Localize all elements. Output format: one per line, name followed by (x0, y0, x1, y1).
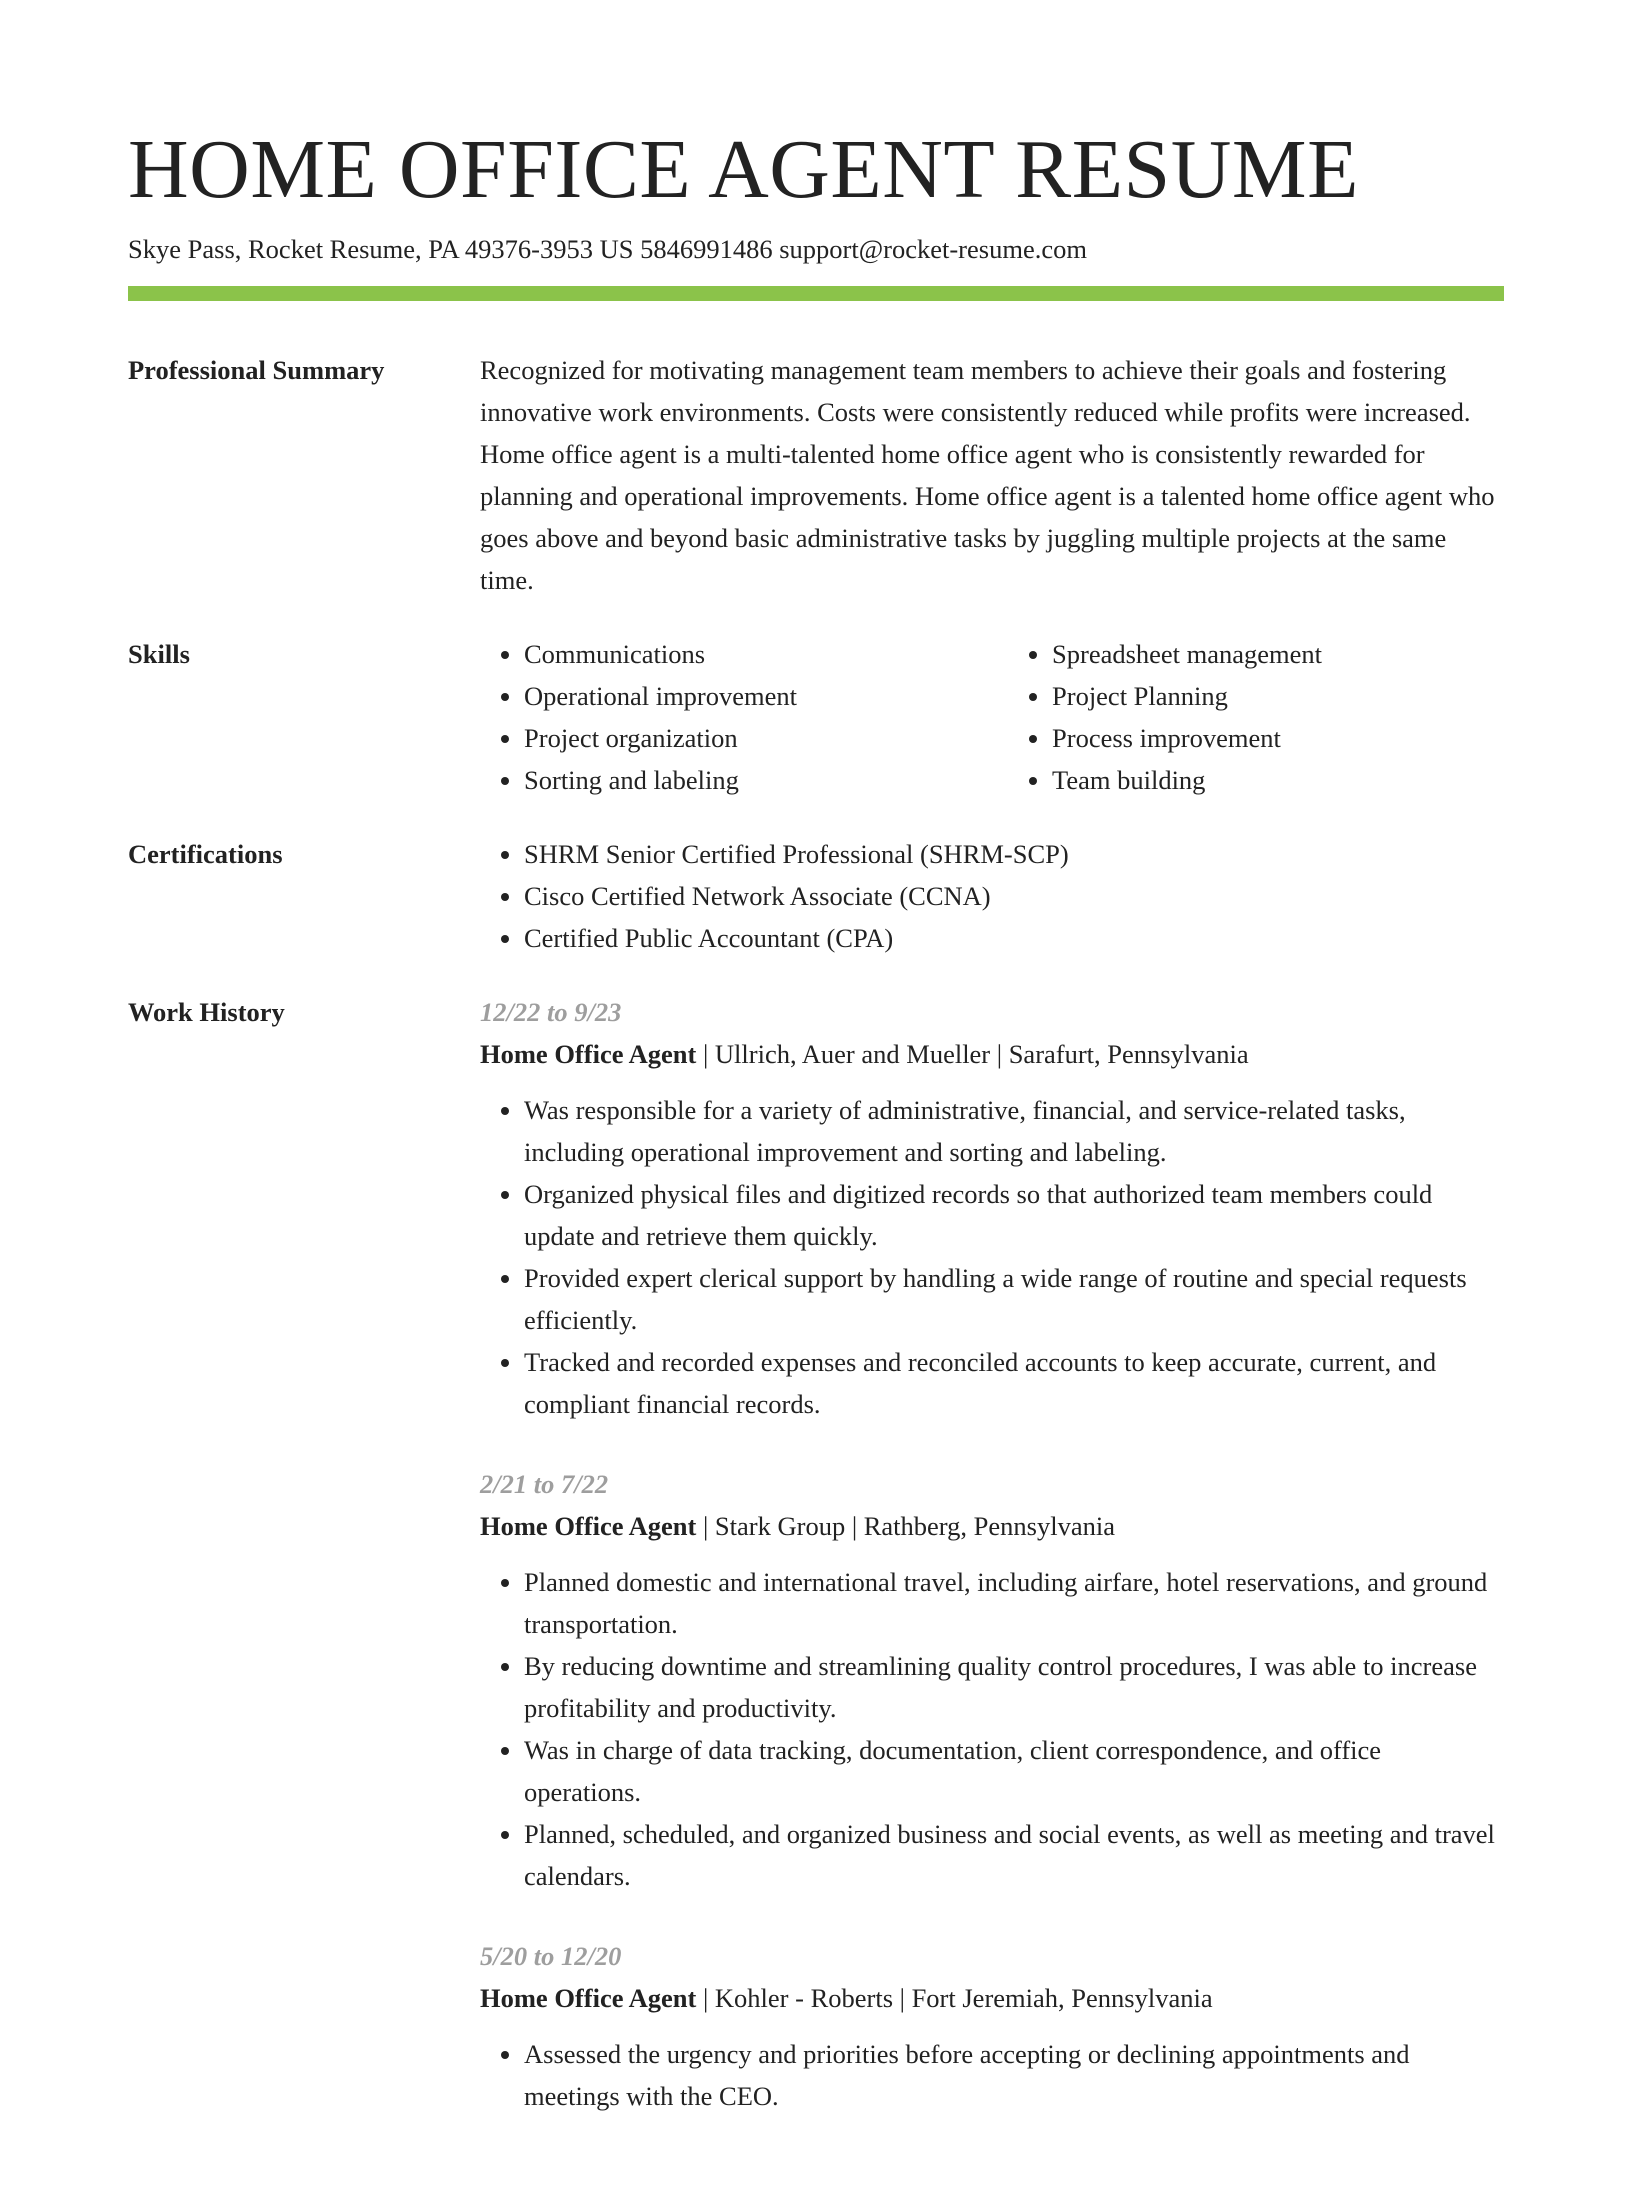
job-bullets (480, 1089, 1504, 1425)
professional-summary-section (128, 349, 1504, 601)
job-bullets (480, 2033, 1504, 2117)
job-entry (480, 1935, 1504, 2117)
skills-list-left (480, 633, 984, 801)
job-bullets (480, 1561, 1504, 1897)
skills-body (480, 633, 1504, 801)
list-item: • Project organization (524, 717, 984, 759)
list-item: • Spreadsheet management (1052, 633, 1572, 675)
list-item: • Organized physical files and digitized records so that authorized team members could update and retrieve them quickly. (524, 1173, 1504, 1257)
certifications-list (480, 833, 1504, 959)
skills-section (128, 633, 1504, 801)
job-heading (480, 1033, 1504, 1075)
list-item: • Team building (1052, 759, 1572, 801)
section-label-skills: Skills (128, 639, 190, 669)
summary-text: Recognized for motivating management team members to achieve their goals and fostering innovative work environments. Costs were consistently reduced while profits were increased. Home office agent is a multi-talented home office agent who is consistently rewarded for planning and operational improvements. Home office agent is a talented home office agent who goes above and beyond basic administrative tasks by juggling multiple projects at the same time. (480, 355, 1495, 595)
work-history-body (480, 991, 1504, 2155)
job-heading (480, 1505, 1504, 1547)
job-entry (480, 991, 1504, 1425)
skills-list-right (984, 633, 1572, 801)
job-employer-location: | Ullrich, Auer and Mueller | Sarafurt, Pennsylvania (696, 1039, 1249, 1069)
job-dates: 12/22 to 9/23 (480, 997, 622, 1027)
list-item: • Was responsible for a variety of administrative, financial, and service-related tasks, including operational improvement and sorting and labeling. (524, 1089, 1504, 1173)
section-label-work-history: Work History (128, 997, 285, 1027)
header-divider (128, 286, 1504, 301)
job-dates: 2/21 to 7/22 (480, 1469, 609, 1499)
job-title: Home Office Agent (480, 1039, 697, 1069)
job-entry (480, 1463, 1504, 1897)
list-item: • Cisco Certified Network Associate (CCNA) (524, 875, 1504, 917)
section-label-certifications: Certifications (128, 839, 283, 869)
list-item: • Was in charge of data tracking, documentation, client correspondence, and office operations. (524, 1729, 1504, 1813)
certifications-body (480, 833, 1504, 959)
job-employer-location: | Kohler - Roberts | Fort Jeremiah, Pennsylvania (696, 1983, 1213, 2013)
list-item: • SHRM Senior Certified Professional (SHRM-SCP) (524, 833, 1504, 875)
list-item: • Planned, scheduled, and organized business and social events, as well as meeting and travel calendars. (524, 1813, 1504, 1897)
list-item: • Tracked and recorded expenses and reconciled accounts to keep accurate, current, and compliant financial records. (524, 1341, 1504, 1425)
section-label-summary: Professional Summary (128, 355, 385, 385)
summary-body (480, 349, 1504, 601)
certifications-section (128, 833, 1504, 959)
resume-title: HOME OFFICE AGENT RESUME (128, 123, 1359, 216)
list-item: • Project Planning (1052, 675, 1572, 717)
contact-line: Skye Pass, Rocket Resume, PA 49376-3953 US 5846991486 support@rocket-resume.com (128, 234, 1087, 264)
list-item: • Assessed the urgency and priorities before accepting or declining appointments and meetings with the CEO. (524, 2033, 1504, 2117)
job-dates: 5/20 to 12/20 (480, 1941, 622, 1971)
work-history-section (128, 991, 1504, 2155)
job-title: Home Office Agent (480, 1983, 697, 2013)
list-item: • Certified Public Accountant (CPA) (524, 917, 1504, 959)
list-item: • Process improvement (1052, 717, 1572, 759)
job-employer-location: | Stark Group | Rathberg, Pennsylvania (696, 1511, 1115, 1541)
list-item: • Sorting and labeling (524, 759, 984, 801)
job-title: Home Office Agent (480, 1511, 697, 1541)
list-item: • Communications (524, 633, 984, 675)
list-item: • Provided expert clerical support by handling a wide range of routine and special requests efficiently. (524, 1257, 1504, 1341)
list-item: • Planned domestic and international travel, including airfare, hotel reservations, and ground transportation. (524, 1561, 1504, 1645)
resume-sections (128, 349, 1504, 2187)
job-heading (480, 1977, 1504, 2019)
list-item: • By reducing downtime and streamlining quality control procedures, I was able to increase profitability and productivity. (524, 1645, 1504, 1729)
list-item: • Operational improvement (524, 675, 984, 717)
